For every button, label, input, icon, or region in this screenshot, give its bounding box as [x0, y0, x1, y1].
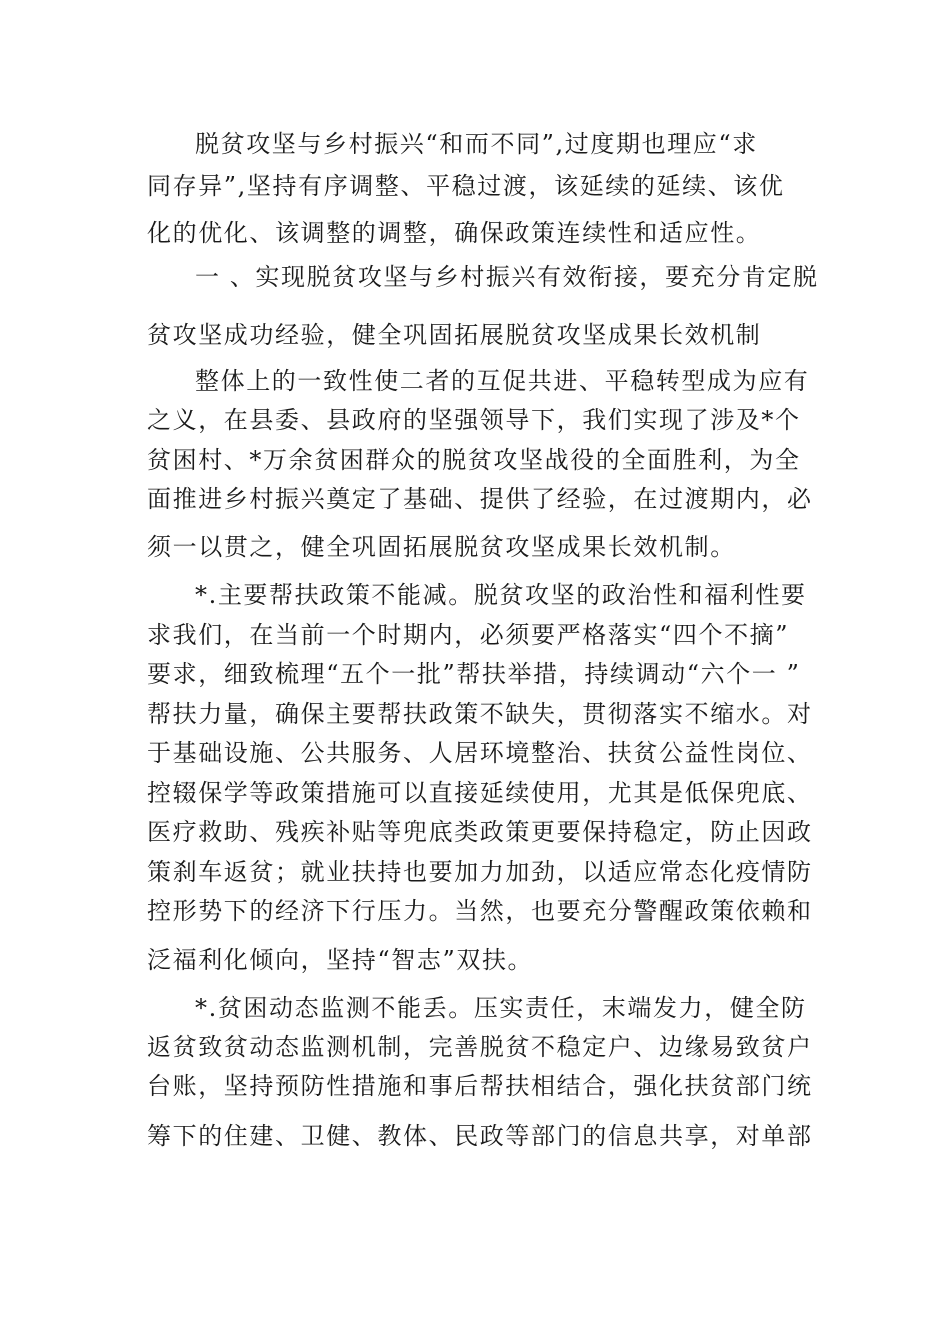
paragraph-4-line-2: 返贫致贫动态监测机制，完善脱贫不稳定户、边缘易致贫户	[147, 1033, 813, 1061]
paragraph-2-line-3: 贫困村、*万余贫困群众的脱贫攻坚战役的全面胜利，为全	[147, 446, 801, 474]
paragraph-3-line-9: 控形势下的经济下行压力。当然，也要充分警醒政策依赖和	[147, 897, 813, 925]
paragraph-3-line-6: 控辍保学等政策措施可以直接延续使用，尤其是低保兜底、	[147, 779, 813, 807]
paragraph-3-line-1: *.主要帮扶政策不能减。脱贫攻坚的政治性和福利性要	[195, 581, 807, 609]
paragraph-2-line-2: 之义，在县委、县政府的坚强领导下，我们实现了涉及*个	[147, 406, 801, 434]
paragraph-3-line-7: 医疗救助、残疾补贴等兜底类政策更要保持稳定，防止因政	[147, 818, 813, 846]
paragraph-3-line-8: 策刹车返贫；就业扶持也要加力加劲，以适应常态化疫情防	[147, 858, 813, 886]
section-heading-line-2: 贫攻坚成功经验，健全巩固拓展脱贫攻坚成果长效机制	[147, 321, 762, 349]
paragraph-3-line-5: 于基础设施、公共服务、人居环境整治、扶贫公益性岗位、	[147, 739, 813, 767]
paragraph-1-line-1: 脱贫攻坚与乡村振兴“和而不同”,过度期也理应“求	[195, 130, 758, 158]
paragraph-2-line-5: 须一以贯之，健全巩固拓展脱贫攻坚成果长效机制。	[147, 533, 736, 561]
paragraph-3-line-3: 要求，细致梳理“五个一批”帮扶举措，持续调动“六个一 ”	[147, 660, 801, 688]
paragraph-2-line-1: 整体上的一致性使二者的互促共进、平稳转型成为应有	[195, 367, 810, 395]
paragraph-3-line-2: 求我们，在当前一个时期内，必须要严格落实“四个不摘”	[147, 621, 790, 649]
paragraph-1-line-2: 同存异”,坚持有序调整、平稳过渡，该延续的延续、该优	[147, 172, 785, 200]
paragraph-4-line-1: *.贫困动态监测不能丢。压实责任，末端发力，健全防	[195, 994, 807, 1022]
section-heading-line-1: 一 、实现脱贫攻坚与乡村振兴有效衔接，要充分肯定脱	[195, 263, 819, 291]
paragraph-3-line-4: 帮扶力量，确保主要帮扶政策不缺失，贯彻落实不缩水。对	[147, 700, 813, 728]
paragraph-1-line-3: 化的优化、该调整的调整，确保政策连续性和适应性。	[147, 219, 762, 247]
paragraph-2-line-4: 面推进乡村振兴奠定了基础、提供了经验，在过渡期内，必	[147, 485, 813, 513]
paragraph-4-line-4: 筹下的住建、卫健、教体、民政等部门的信息共享，对单部	[147, 1122, 813, 1150]
paragraph-4-line-3: 台账，坚持预防性措施和事后帮扶相结合，强化扶贫部门统	[147, 1072, 813, 1100]
paragraph-3-line-10: 泛福利化倾向，坚持“智志”双扶。	[147, 946, 534, 974]
